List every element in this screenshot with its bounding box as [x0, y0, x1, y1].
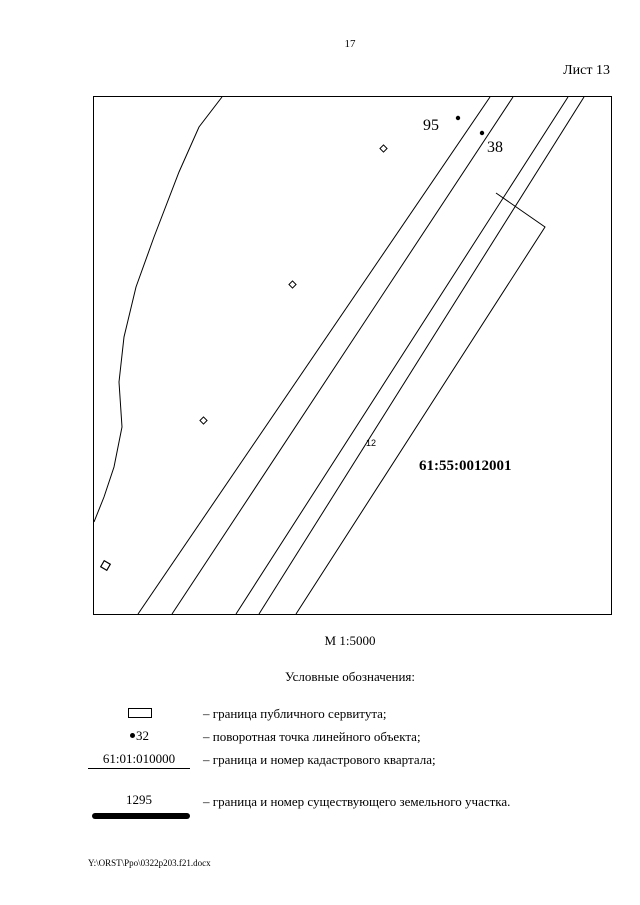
legend-dash: – — [203, 706, 210, 721]
legend-item-cadastral-quarter — [88, 750, 608, 770]
legend-symbol-cadastral-quarter — [88, 750, 193, 770]
legend-parcel-number: 1295 — [126, 792, 152, 807]
point-dot-icon — [130, 733, 135, 738]
legend-description: граница и номер кадастрового квартала; — [212, 752, 436, 767]
parcel-number-label: 12 — [366, 438, 377, 448]
turning-point-38 — [480, 131, 484, 135]
legend-dash: – — [203, 729, 210, 744]
legend-dash: – — [203, 752, 210, 767]
map-frame — [93, 96, 612, 615]
corridor-line-outer-left — [138, 97, 490, 614]
legend-symbol-servitude — [88, 704, 193, 724]
cadastral-map — [94, 97, 611, 614]
marker-square-3 — [200, 417, 207, 424]
legend-description: поворотная точка линейного объекта; — [212, 729, 421, 744]
point-label-95: 95 — [423, 117, 439, 134]
legend-item-servitude — [88, 704, 608, 724]
parcel-boundary-line — [296, 193, 545, 614]
corridor-line-inner-right — [236, 97, 568, 614]
boundary-curve-line — [94, 97, 222, 522]
page-number: 17 — [344, 38, 356, 50]
legend-description: граница и номер существующего земельного участка. — [212, 794, 511, 809]
legend-symbol-land-parcel — [88, 792, 193, 822]
marker-square-2 — [289, 281, 296, 288]
servitude-box-icon — [128, 708, 152, 718]
legend-symbol-turning-point — [88, 727, 193, 747]
parcel-boundary-bar-icon — [92, 813, 190, 819]
legend-item-turning-point — [88, 727, 608, 747]
sheet-label: Лист 13 — [563, 63, 610, 78]
scale-text: М 1:5000 — [324, 633, 376, 648]
legend-point-number: 32 — [136, 728, 149, 743]
footer-file-path: Y:\ORST\Ppo\0322p203.f21.docx — [88, 858, 211, 868]
legend-quarter-number: 61:01:010000 — [88, 751, 190, 769]
legend-item-land-parcel — [88, 792, 608, 822]
marker-square-4 — [101, 561, 111, 571]
turning-point-95 — [456, 116, 460, 120]
point-label-38: 38 — [487, 139, 503, 156]
legend-description: граница публичного сервитута; — [212, 706, 387, 721]
cadastral-quarter-label: 61:55:0012001 — [419, 458, 512, 474]
marker-square-1 — [380, 145, 387, 152]
legend-dash: – — [203, 794, 210, 809]
corridor-line-outer-right — [259, 97, 584, 614]
legend-title: Условные обозначения: — [284, 669, 416, 684]
